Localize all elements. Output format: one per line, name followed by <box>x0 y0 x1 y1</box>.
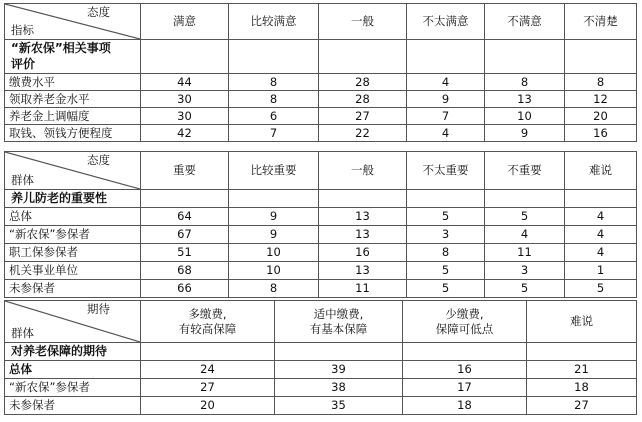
column-header: 难说 <box>527 301 637 343</box>
column-header: 不太重要 <box>407 152 485 190</box>
cell: 10 <box>229 244 319 262</box>
table3-corner-header <box>5 301 141 343</box>
table-row <box>5 108 637 125</box>
table1-corner-bottom: 指标 <box>11 23 34 37</box>
expectation-table <box>4 300 637 415</box>
row-label: “新农保”参保者 <box>5 379 141 397</box>
row-label: 缴费水平 <box>5 74 141 91</box>
table1-corner-header <box>5 4 141 40</box>
table2-corner-bottom: 群体 <box>11 173 34 187</box>
table2-corner-header <box>5 152 141 190</box>
column-header: 比较重要 <box>229 152 319 190</box>
column-header <box>275 301 403 343</box>
satisfaction-table <box>4 3 637 142</box>
cell: 9 <box>485 125 565 142</box>
cell: 20 <box>141 397 275 415</box>
cell: 39 <box>275 361 403 379</box>
cell: 8 <box>407 244 485 262</box>
column-header: 不清楚 <box>565 4 637 40</box>
cell: 4 <box>407 125 485 142</box>
cell: 6 <box>229 108 319 125</box>
cell: 68 <box>141 262 229 280</box>
row-label: “新农保”参保者 <box>5 226 141 244</box>
cell: 66 <box>141 280 229 298</box>
column-header <box>403 301 527 343</box>
cell: 28 <box>319 74 407 91</box>
column-header: 一般 <box>319 152 407 190</box>
table-row <box>5 91 637 108</box>
row-label: 取钱、领钱方便程度 <box>5 125 141 142</box>
cell: 5 <box>407 280 485 298</box>
cell: 20 <box>565 108 637 125</box>
cell: 9 <box>229 226 319 244</box>
section-title: 对养老保障的期待 <box>5 343 141 361</box>
cell: 51 <box>141 244 229 262</box>
cell: 1 <box>565 262 637 280</box>
column-header-line1: 多缴费, <box>188 306 227 321</box>
cell: 4 <box>407 74 485 91</box>
cell: 13 <box>319 262 407 280</box>
cell: 8 <box>229 280 319 298</box>
cell: 10 <box>229 262 319 280</box>
cell: 18 <box>527 379 637 397</box>
row-label: 总体 <box>5 361 141 379</box>
table3-corner-top: 期待 <box>87 302 110 316</box>
cell: 21 <box>527 361 637 379</box>
cell: 67 <box>141 226 229 244</box>
cell: 3 <box>407 226 485 244</box>
table3-corner-bottom: 群体 <box>11 326 34 340</box>
table-row <box>5 208 637 226</box>
cell: 38 <box>275 379 403 397</box>
cell: 4 <box>565 226 637 244</box>
column-header-line2: 有基本保障 <box>309 321 368 336</box>
cell: 35 <box>275 397 403 415</box>
importance-table <box>4 151 637 298</box>
cell: 5 <box>565 280 637 298</box>
table-row <box>5 226 637 244</box>
row-label: 职工保参保者 <box>5 244 141 262</box>
table-row <box>5 397 637 415</box>
cell: 30 <box>141 108 229 125</box>
column-header-line1: 少缴费, <box>445 306 484 321</box>
section-title: “新农保”相关事项 <box>5 40 141 57</box>
table-row <box>5 280 637 298</box>
table-row <box>5 262 637 280</box>
cell: 5 <box>407 208 485 226</box>
column-header: 满意 <box>141 4 229 40</box>
cell: 4 <box>485 226 565 244</box>
table-row <box>5 125 637 142</box>
row-label: 未参保者 <box>5 280 141 298</box>
cell: 42 <box>141 125 229 142</box>
cell: 16 <box>403 361 527 379</box>
column-header: 不满意 <box>485 4 565 40</box>
column-header-line2: 有较高保障 <box>178 321 237 336</box>
cell: 10 <box>485 108 565 125</box>
cell: 3 <box>485 262 565 280</box>
cell: 13 <box>319 226 407 244</box>
cell: 5 <box>485 208 565 226</box>
table-row <box>5 379 637 397</box>
cell: 64 <box>141 208 229 226</box>
cell: 27 <box>527 397 637 415</box>
cell: 8 <box>229 74 319 91</box>
table-row <box>5 361 637 379</box>
section-title: 养儿防老的重要性 <box>5 190 141 208</box>
row-label: 未参保者 <box>5 397 141 415</box>
table2-corner-top: 态度 <box>87 153 110 167</box>
cell: 9 <box>229 208 319 226</box>
column-header: 一般 <box>319 4 407 40</box>
column-header: 不太满意 <box>407 4 485 40</box>
table-row <box>5 244 637 262</box>
cell: 27 <box>141 379 275 397</box>
cell: 12 <box>565 91 637 108</box>
cell: 4 <box>565 244 637 262</box>
column-header: 不重要 <box>485 152 565 190</box>
cell: 27 <box>319 108 407 125</box>
cell: 24 <box>141 361 275 379</box>
cell: 5 <box>407 262 485 280</box>
cell: 9 <box>407 91 485 108</box>
cell: 13 <box>319 208 407 226</box>
cell: 17 <box>403 379 527 397</box>
cell: 11 <box>319 280 407 298</box>
table-row <box>5 74 637 91</box>
row-label: 总体 <box>5 208 141 226</box>
cell: 28 <box>319 91 407 108</box>
cell: 8 <box>485 74 565 91</box>
column-header: 难说 <box>565 152 637 190</box>
cell: 4 <box>565 208 637 226</box>
column-header-line2: 保障可低点 <box>435 321 494 336</box>
cell: 30 <box>141 91 229 108</box>
column-header: 重要 <box>141 152 229 190</box>
cell: 18 <box>403 397 527 415</box>
row-label: 领取养老金水平 <box>5 91 141 108</box>
cell: 16 <box>565 125 637 142</box>
cell: 44 <box>141 74 229 91</box>
table1-corner-top: 态度 <box>87 5 110 19</box>
section-title: 评价 <box>5 57 141 74</box>
cell: 5 <box>485 280 565 298</box>
column-header-line1: 适中缴费, <box>313 306 364 321</box>
row-label: 养老金上调幅度 <box>5 108 141 125</box>
cell: 22 <box>319 125 407 142</box>
row-label: 机关事业单位 <box>5 262 141 280</box>
cell: 8 <box>565 74 637 91</box>
column-header <box>141 301 275 343</box>
cell: 16 <box>319 244 407 262</box>
cell: 8 <box>229 91 319 108</box>
column-header: 比较满意 <box>229 4 319 40</box>
cell: 13 <box>485 91 565 108</box>
cell: 7 <box>407 108 485 125</box>
cell: 7 <box>229 125 319 142</box>
cell: 11 <box>485 244 565 262</box>
